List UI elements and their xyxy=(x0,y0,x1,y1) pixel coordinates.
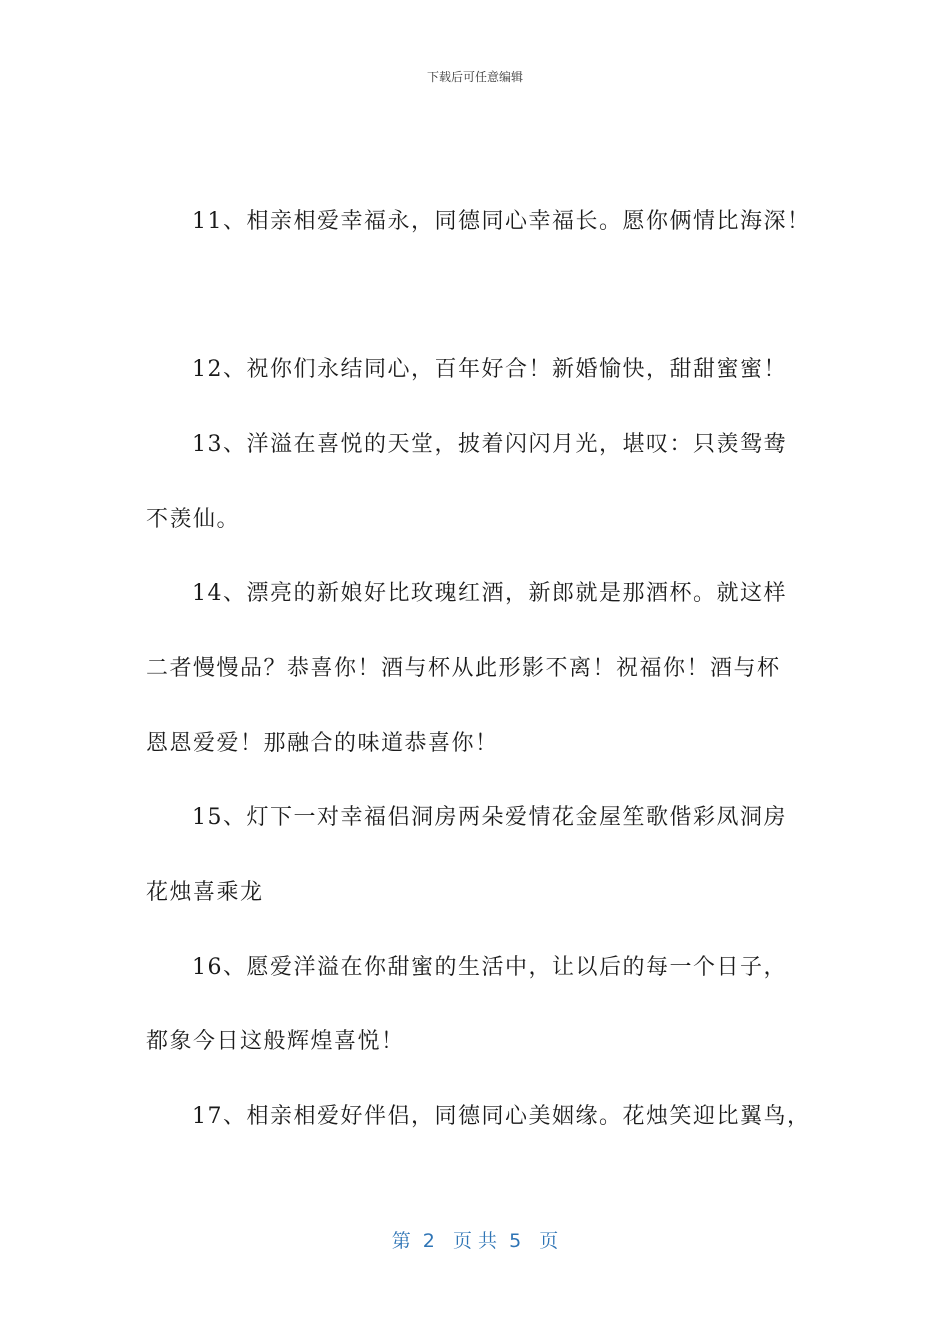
paragraph-14-line-3: 恩恩爱爱！那融合的味道恭喜你！ xyxy=(146,731,499,756)
paragraph-12-line-1: 12、祝你们永结同心，百年好合！新婚愉快，甜甜蜜蜜！ xyxy=(192,357,787,382)
paragraph-16-line-1: 16、愿爱洋溢在你甜蜜的生活中，让以后的每一个日子， xyxy=(192,955,787,980)
paragraph-11-line-1: 11、相亲相爱幸福永，同德同心幸福长。愿你俩情比海深！ xyxy=(192,209,811,234)
page-footer: 第 2 页 共 5 页 xyxy=(391,1230,559,1252)
paragraph-14-line-1: 14、漂亮的新娘好比玫瑰红酒，新郎就是那酒杯。就这样 xyxy=(192,581,787,606)
paragraph-15-line-2: 花烛喜乘龙 xyxy=(146,880,264,905)
paragraph-13-line-1: 13、洋溢在喜悦的天堂，披着闪闪月光，堪叹：只羡鸳鸯 xyxy=(192,432,787,457)
page-header: 下载后可任意编辑 xyxy=(426,70,523,84)
paragraph-14-line-2: 二者慢慢品？恭喜你！酒与杯从此形影不离！祝福你！酒与杯 xyxy=(146,656,781,681)
paragraph-16-line-2: 都象今日这般辉煌喜悦！ xyxy=(146,1029,405,1054)
paragraph-17-line-1: 17、相亲相爱好伴侣，同德同心美姻缘。花烛笑迎比翼鸟， xyxy=(192,1104,811,1129)
paragraph-15-line-1: 15、灯下一对幸福侣洞房两朵爱情花金屋笙歌偕彩凤洞房 xyxy=(192,805,787,830)
paragraph-13-line-2: 不羡仙。 xyxy=(146,507,241,532)
